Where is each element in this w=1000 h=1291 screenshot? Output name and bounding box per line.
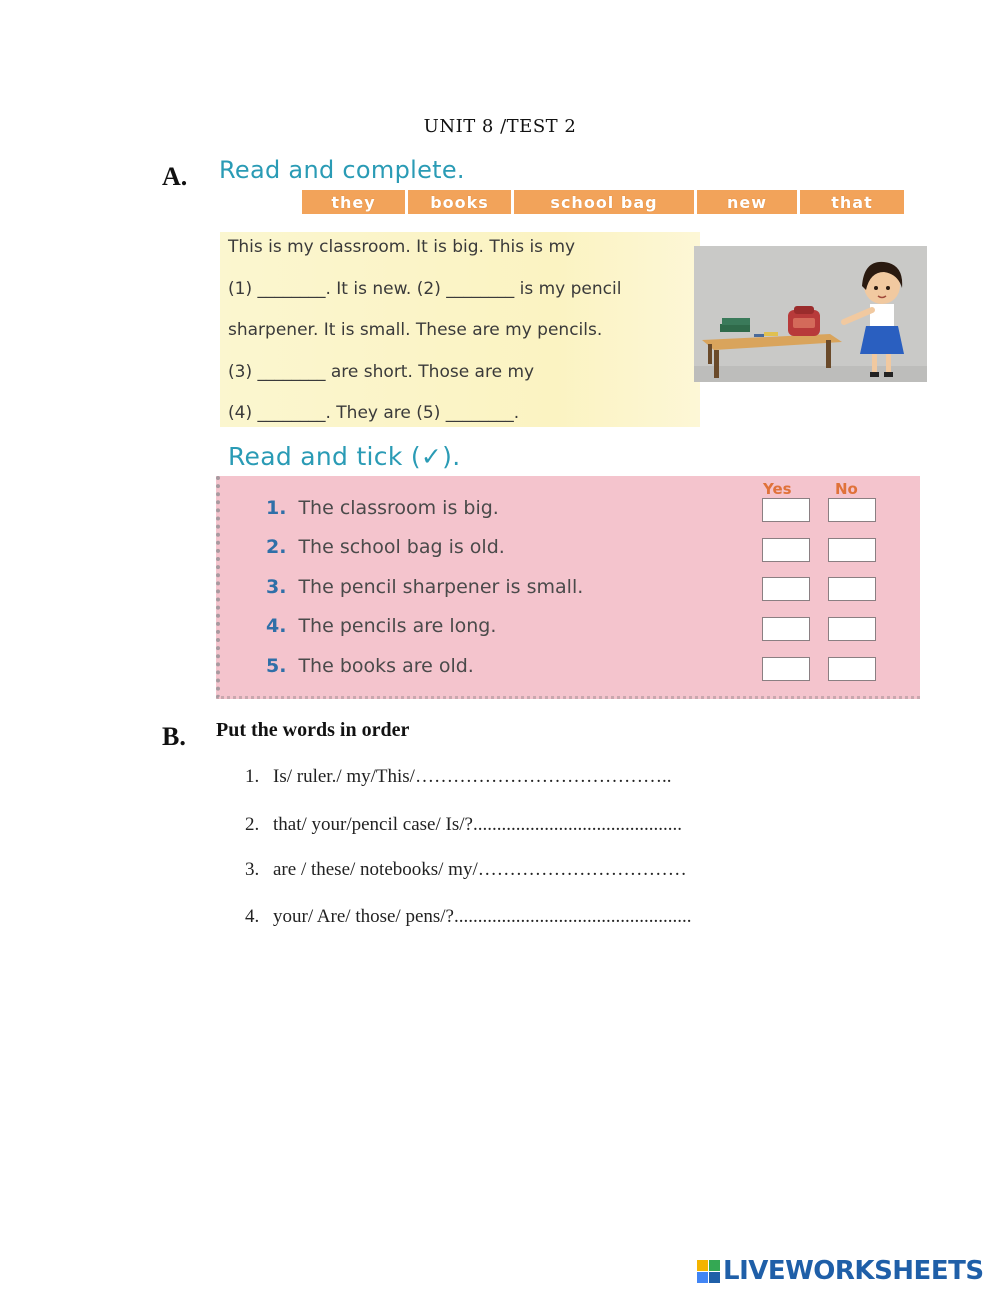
- tick-item-number: 2.: [266, 536, 287, 558]
- tick-3-yes-checkbox[interactable]: [762, 577, 810, 601]
- tick-item-number: 3.: [266, 576, 287, 598]
- order-item-text: that/ your/pencil case/ Is/?............................................: [273, 814, 682, 835]
- order-item-2[interactable]: [245, 814, 682, 836]
- passage-line: (1) ________. It is new. (2) ________ is my pencil: [228, 278, 622, 299]
- order-item-3[interactable]: [245, 859, 687, 881]
- order-item-4[interactable]: [245, 906, 692, 928]
- tick-item-4: [266, 615, 496, 637]
- word-bank-item: books: [408, 190, 511, 214]
- order-item-number: 4.: [245, 906, 260, 927]
- put-words-in-order-heading: Put the words in order: [216, 719, 410, 741]
- tick-1-yes-checkbox[interactable]: [762, 498, 810, 522]
- tick-item-text: The pencil sharpener is small.: [298, 576, 584, 598]
- order-item-text: your/ Are/ those/ pens/?..................................................: [273, 906, 692, 927]
- tick-item-number: 1.: [266, 497, 287, 519]
- tick-2-no-checkbox[interactable]: [828, 538, 876, 562]
- read-and-tick-heading: Read and tick (✓).: [228, 442, 461, 471]
- tick-item-1: [266, 497, 499, 519]
- passage-line: (4) ________. They are (5) ________.: [228, 403, 520, 423]
- word-bank-item: that: [800, 190, 904, 214]
- tick-item-number: 4.: [266, 615, 287, 637]
- word-bank: [302, 190, 904, 214]
- word-bank-item: school bag: [514, 190, 694, 214]
- order-item-number: 3.: [245, 859, 260, 880]
- liveworksheets-logo: [697, 1256, 984, 1286]
- section-a-letter: A.: [162, 162, 188, 191]
- tick-item-text: The classroom is big.: [298, 497, 499, 519]
- order-item-number: 1.: [245, 766, 260, 787]
- logo-text: LIVEWORKSHEETS: [723, 1256, 984, 1286]
- tick-item-text: The books are old.: [298, 655, 474, 677]
- tick-4-no-checkbox[interactable]: [828, 617, 876, 641]
- page-title: UNIT 8 /TEST 2: [423, 116, 577, 137]
- tick-2-yes-checkbox[interactable]: [762, 538, 810, 562]
- tick-5-no-checkbox[interactable]: [828, 657, 876, 681]
- section-b-letter: B.: [162, 722, 186, 751]
- passage-line: sharpener. It is small. These are my pencils.: [228, 320, 603, 340]
- tick-5-yes-checkbox[interactable]: [762, 657, 810, 681]
- classroom-illustration: [694, 246, 927, 382]
- logo-mark-icon: [697, 1260, 720, 1283]
- yes-column-header: Yes: [763, 480, 792, 498]
- read-and-complete-heading: Read and complete.: [219, 156, 465, 184]
- girl-desk-illustration: [694, 246, 927, 382]
- word-bank-item: new: [697, 190, 797, 214]
- passage-line: This is my classroom. It is big. This is my: [228, 237, 576, 257]
- tick-3-no-checkbox[interactable]: [828, 577, 876, 601]
- passage-line: (3) ________ are short. Those are my: [228, 361, 535, 382]
- tick-item-text: The pencils are long.: [298, 615, 497, 637]
- order-item-1[interactable]: [245, 766, 671, 788]
- order-item-text: Is/ ruler./ my/This/…………………………………..: [273, 766, 672, 787]
- word-bank-item: they: [302, 190, 405, 214]
- order-item-number: 2.: [245, 814, 260, 835]
- tick-item-text: The school bag is old.: [298, 536, 505, 558]
- tick-1-no-checkbox[interactable]: [828, 498, 876, 522]
- tick-item-3: [266, 576, 583, 598]
- tick-item-2: [266, 536, 505, 558]
- reading-passage: [228, 232, 698, 440]
- tick-4-yes-checkbox[interactable]: [762, 617, 810, 641]
- tick-item-number: 5.: [266, 655, 287, 677]
- no-column-header: No: [835, 480, 858, 498]
- tick-item-5: [266, 655, 474, 677]
- order-item-text: are / these/ notebooks/ my/……………………………: [273, 859, 687, 880]
